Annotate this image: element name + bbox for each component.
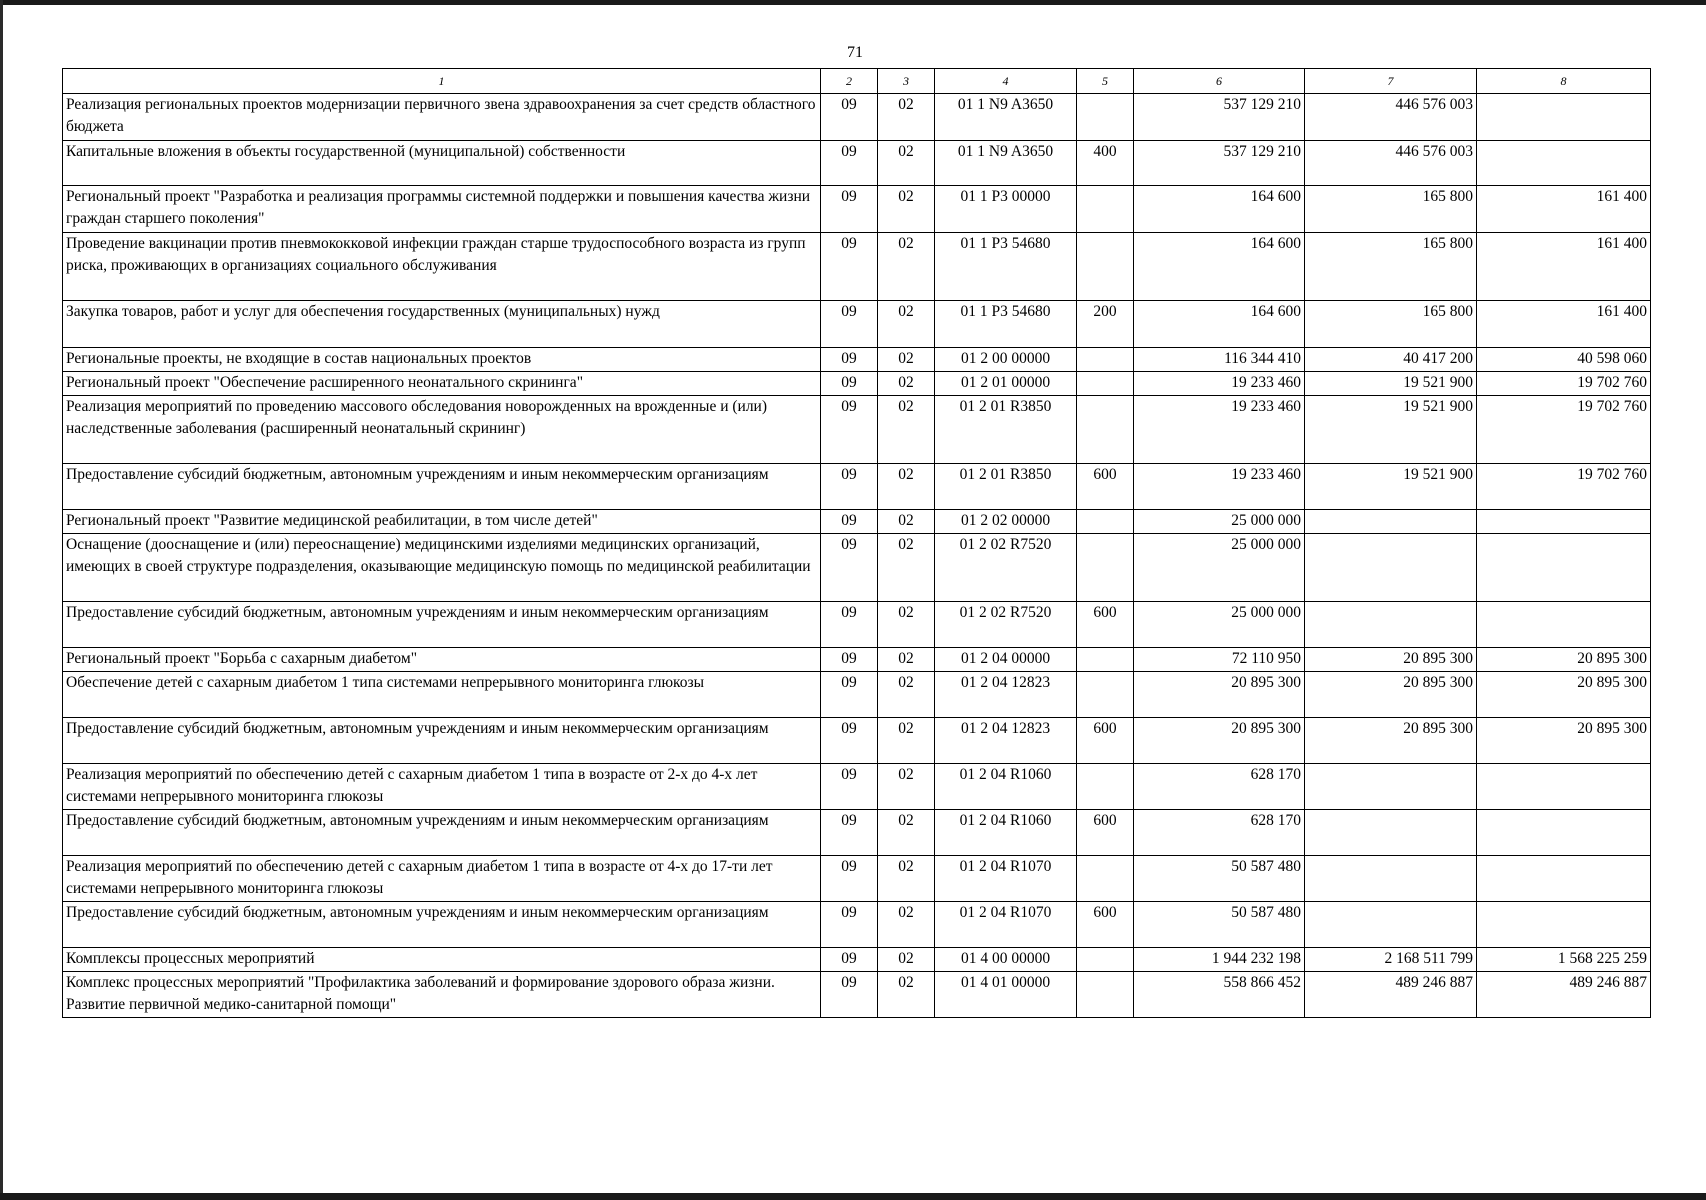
row-amount-year1-cell: 19 233 460: [1134, 372, 1305, 396]
scan-border-left: [0, 0, 3, 1200]
row-section-cell: 09: [821, 510, 878, 534]
row-name-cell: Региональный проект "Разработка и реализация программы системной поддержки и повышения качества жизни граждан старшего поколения": [63, 186, 821, 233]
row-amount-year3-cell: [1477, 141, 1651, 186]
row-target-article-cell: 01 2 01 R3850: [935, 464, 1077, 510]
row-subsection-cell: 02: [878, 141, 935, 186]
row-target-article-cell: 01 4 01 00000: [935, 972, 1077, 1018]
table-row: [63, 856, 1651, 902]
row-section-cell: 09: [821, 348, 878, 372]
row-name-cell: Оснащение (дооснащение и (или) переоснащение) медицинскими изделиями медицинских организаций, имеющих в своей структуре подразделения, оказывающие медицинскую помощь по медицинской реабилитации: [63, 534, 821, 602]
scan-border-bottom: [0, 1193, 1706, 1200]
row-target-article-cell: 01 2 04 12823: [935, 672, 1077, 718]
row-amount-year3-cell: [1477, 856, 1651, 902]
row-expense-type-cell: [1077, 94, 1134, 141]
row-section-cell: 09: [821, 764, 878, 810]
row-subsection-cell: 02: [878, 672, 935, 718]
budget-table: [62, 68, 1651, 1018]
table-row: [63, 648, 1651, 672]
row-expense-type-cell: [1077, 372, 1134, 396]
row-target-article-cell: 01 2 04 R1060: [935, 764, 1077, 810]
table-row: [63, 396, 1651, 464]
row-amount-year2-cell: 19 521 900: [1305, 372, 1477, 396]
row-expense-type-cell: [1077, 233, 1134, 301]
row-amount-year2-cell: 446 576 003: [1305, 94, 1477, 141]
row-amount-year3-cell: 20 895 300: [1477, 672, 1651, 718]
row-amount-year1-cell: 558 866 452: [1134, 972, 1305, 1018]
row-target-article-cell: 01 4 00 00000: [935, 948, 1077, 972]
row-section-cell: 09: [821, 534, 878, 602]
row-amount-year1-cell: 19 233 460: [1134, 396, 1305, 464]
row-amount-year2-cell: [1305, 534, 1477, 602]
row-subsection-cell: 02: [878, 534, 935, 602]
row-amount-year2-cell: [1305, 810, 1477, 856]
row-amount-year1-cell: 628 170: [1134, 764, 1305, 810]
row-subsection-cell: 02: [878, 602, 935, 648]
row-amount-year1-cell: 72 110 950: [1134, 648, 1305, 672]
row-name-cell: Предоставление субсидий бюджетным, автономным учреждениям и иным некоммерческим организациям: [63, 718, 821, 764]
row-amount-year3-cell: [1477, 810, 1651, 856]
row-name-cell: Капитальные вложения в объекты государственной (муниципальной) собственности: [63, 141, 821, 186]
row-name-cell: Региональный проект "Развитие медицинской реабилитации, в том числе детей": [63, 510, 821, 534]
row-section-cell: 09: [821, 672, 878, 718]
row-expense-type-cell: [1077, 764, 1134, 810]
table-row: [63, 348, 1651, 372]
row-amount-year1-cell: 1 944 232 198: [1134, 948, 1305, 972]
row-amount-year3-cell: [1477, 602, 1651, 648]
row-expense-type-cell: [1077, 648, 1134, 672]
row-amount-year2-cell: [1305, 902, 1477, 948]
table-row: [63, 186, 1651, 233]
row-name-cell: Комплекс процессных мероприятий "Профилактика заболеваний и формирование здорового образа жизни. Развитие первичной медико-санитарной помощи": [63, 972, 821, 1018]
row-name-cell: Обеспечение детей с сахарным диабетом 1 типа системами непрерывного мониторинга глюкозы: [63, 672, 821, 718]
row-expense-type-cell: [1077, 510, 1134, 534]
row-target-article-cell: 01 2 01 R3850: [935, 396, 1077, 464]
row-expense-type-cell: [1077, 856, 1134, 902]
row-expense-type-cell: [1077, 186, 1134, 233]
row-section-cell: 09: [821, 141, 878, 186]
table-row: [63, 141, 1651, 186]
row-amount-year1-cell: 20 895 300: [1134, 718, 1305, 764]
row-amount-year2-cell: 165 800: [1305, 301, 1477, 348]
row-expense-type-cell: 400: [1077, 141, 1134, 186]
row-name-cell: Региональный проект "Обеспечение расширенного неонатального скрининга": [63, 372, 821, 396]
row-target-article-cell: 01 1 N9 A3650: [935, 94, 1077, 141]
row-target-article-cell: 01 1 N9 A3650: [935, 141, 1077, 186]
row-section-cell: 09: [821, 810, 878, 856]
row-section-cell: 09: [821, 372, 878, 396]
row-section-cell: 09: [821, 718, 878, 764]
row-amount-year2-cell: [1305, 856, 1477, 902]
table-row: [63, 233, 1651, 301]
row-amount-year1-cell: 20 895 300: [1134, 672, 1305, 718]
row-amount-year1-cell: 25 000 000: [1134, 510, 1305, 534]
row-target-article-cell: 01 2 04 R1070: [935, 856, 1077, 902]
column-header-7: 7: [1305, 69, 1477, 94]
row-expense-type-cell: [1077, 348, 1134, 372]
row-subsection-cell: 02: [878, 396, 935, 464]
row-expense-type-cell: [1077, 672, 1134, 718]
row-target-article-cell: 01 2 04 R1060: [935, 810, 1077, 856]
table-row: [63, 718, 1651, 764]
row-amount-year2-cell: [1305, 602, 1477, 648]
row-section-cell: 09: [821, 948, 878, 972]
column-header-4: 4: [935, 69, 1077, 94]
scan-border-top: [0, 0, 1706, 5]
table-row: [63, 464, 1651, 510]
row-name-cell: Комплексы процессных мероприятий: [63, 948, 821, 972]
row-name-cell: Региональный проект "Борьба с сахарным диабетом": [63, 648, 821, 672]
row-amount-year1-cell: 50 587 480: [1134, 902, 1305, 948]
table-row: [63, 510, 1651, 534]
row-amount-year1-cell: 116 344 410: [1134, 348, 1305, 372]
page-number: 71: [847, 44, 863, 61]
row-name-cell: Предоставление субсидий бюджетным, автономным учреждениям и иным некоммерческим организациям: [63, 902, 821, 948]
row-amount-year1-cell: 50 587 480: [1134, 856, 1305, 902]
row-amount-year3-cell: [1477, 510, 1651, 534]
row-subsection-cell: 02: [878, 233, 935, 301]
row-name-cell: Реализация региональных проектов модернизации первичного звена здравоохранения за счет средств областного бюджета: [63, 94, 821, 141]
row-amount-year3-cell: 161 400: [1477, 301, 1651, 348]
row-target-article-cell: 01 2 00 00000: [935, 348, 1077, 372]
row-name-cell: Реализация мероприятий по проведению массового обследования новорожденных на врожденные и (или) наследственные заболевания (расширенный неонатальный скрининг): [63, 396, 821, 464]
row-name-cell: Реализация мероприятий по обеспечению детей с сахарным диабетом 1 типа в возрасте от 4-х до 17-ти лет системами непрерывного мониторинга глюкозы: [63, 856, 821, 902]
row-subsection-cell: 02: [878, 372, 935, 396]
row-amount-year2-cell: 165 800: [1305, 186, 1477, 233]
row-expense-type-cell: [1077, 396, 1134, 464]
row-name-cell: Проведение вакцинации против пневмококковой инфекции граждан старше трудоспособного возраста из групп риска, проживающих в организациях социального обслуживания: [63, 233, 821, 301]
row-amount-year3-cell: 161 400: [1477, 233, 1651, 301]
row-section-cell: 09: [821, 856, 878, 902]
row-amount-year1-cell: 25 000 000: [1134, 602, 1305, 648]
row-amount-year2-cell: 19 521 900: [1305, 396, 1477, 464]
table-row: [63, 602, 1651, 648]
row-section-cell: 09: [821, 233, 878, 301]
row-name-cell: Предоставление субсидий бюджетным, автономным учреждениям и иным некоммерческим организациям: [63, 602, 821, 648]
row-target-article-cell: 01 1 P3 54680: [935, 233, 1077, 301]
row-amount-year3-cell: 19 702 760: [1477, 396, 1651, 464]
row-target-article-cell: 01 2 04 12823: [935, 718, 1077, 764]
row-section-cell: 09: [821, 972, 878, 1018]
row-section-cell: 09: [821, 94, 878, 141]
row-section-cell: 09: [821, 602, 878, 648]
column-header-6: 6: [1134, 69, 1305, 94]
row-target-article-cell: 01 1 P3 54680: [935, 301, 1077, 348]
row-name-cell: Закупка товаров, работ и услуг для обеспечения государственных (муниципальных) нужд: [63, 301, 821, 348]
row-target-article-cell: 01 2 02 00000: [935, 510, 1077, 534]
table-row: [63, 372, 1651, 396]
row-subsection-cell: 02: [878, 464, 935, 510]
row-expense-type-cell: 600: [1077, 810, 1134, 856]
row-amount-year2-cell: 2 168 511 799: [1305, 948, 1477, 972]
row-amount-year1-cell: 25 000 000: [1134, 534, 1305, 602]
row-target-article-cell: 01 2 01 00000: [935, 372, 1077, 396]
row-subsection-cell: 02: [878, 648, 935, 672]
row-amount-year2-cell: [1305, 764, 1477, 810]
row-amount-year1-cell: 537 129 210: [1134, 141, 1305, 186]
row-amount-year2-cell: 20 895 300: [1305, 718, 1477, 764]
row-expense-type-cell: 600: [1077, 902, 1134, 948]
row-subsection-cell: 02: [878, 948, 935, 972]
row-target-article-cell: 01 1 P3 00000: [935, 186, 1077, 233]
row-section-cell: 09: [821, 396, 878, 464]
table-row: [63, 94, 1651, 141]
row-section-cell: 09: [821, 186, 878, 233]
row-amount-year3-cell: 20 895 300: [1477, 648, 1651, 672]
row-amount-year2-cell: 20 895 300: [1305, 648, 1477, 672]
row-amount-year1-cell: 628 170: [1134, 810, 1305, 856]
row-subsection-cell: 02: [878, 94, 935, 141]
row-amount-year3-cell: 19 702 760: [1477, 464, 1651, 510]
row-expense-type-cell: [1077, 534, 1134, 602]
table-row: [63, 902, 1651, 948]
row-target-article-cell: 01 2 04 00000: [935, 648, 1077, 672]
row-target-article-cell: 01 2 02 R7520: [935, 534, 1077, 602]
column-number-row: [63, 69, 1651, 94]
row-amount-year3-cell: 19 702 760: [1477, 372, 1651, 396]
row-subsection-cell: 02: [878, 902, 935, 948]
table-body: [63, 94, 1651, 1018]
column-header-5: 5: [1077, 69, 1134, 94]
row-amount-year1-cell: 164 600: [1134, 301, 1305, 348]
table-row: [63, 672, 1651, 718]
row-name-cell: Предоставление субсидий бюджетным, автономным учреждениям и иным некоммерческим организациям: [63, 464, 821, 510]
row-section-cell: 09: [821, 648, 878, 672]
row-amount-year3-cell: 20 895 300: [1477, 718, 1651, 764]
table-row: [63, 764, 1651, 810]
row-expense-type-cell: 600: [1077, 464, 1134, 510]
row-section-cell: 09: [821, 301, 878, 348]
row-amount-year3-cell: [1477, 94, 1651, 141]
row-amount-year3-cell: [1477, 764, 1651, 810]
row-amount-year3-cell: 1 568 225 259: [1477, 948, 1651, 972]
column-header-3: 3: [878, 69, 935, 94]
row-expense-type-cell: [1077, 972, 1134, 1018]
row-amount-year1-cell: 164 600: [1134, 233, 1305, 301]
row-subsection-cell: 02: [878, 856, 935, 902]
row-name-cell: Региональные проекты, не входящие в состав национальных проектов: [63, 348, 821, 372]
row-subsection-cell: 02: [878, 718, 935, 764]
row-section-cell: 09: [821, 464, 878, 510]
row-target-article-cell: 01 2 02 R7520: [935, 602, 1077, 648]
row-amount-year2-cell: 165 800: [1305, 233, 1477, 301]
column-header-8: 8: [1477, 69, 1651, 94]
row-amount-year2-cell: 489 246 887: [1305, 972, 1477, 1018]
row-subsection-cell: 02: [878, 348, 935, 372]
row-amount-year2-cell: 20 895 300: [1305, 672, 1477, 718]
row-subsection-cell: 02: [878, 301, 935, 348]
row-expense-type-cell: 600: [1077, 602, 1134, 648]
row-amount-year3-cell: [1477, 902, 1651, 948]
row-name-cell: Предоставление субсидий бюджетным, автономным учреждениям и иным некоммерческим организациям: [63, 810, 821, 856]
table-row: [63, 948, 1651, 972]
table-row: [63, 972, 1651, 1018]
row-expense-type-cell: [1077, 948, 1134, 972]
row-amount-year1-cell: 164 600: [1134, 186, 1305, 233]
row-expense-type-cell: 600: [1077, 718, 1134, 764]
row-subsection-cell: 02: [878, 186, 935, 233]
row-amount-year2-cell: 40 417 200: [1305, 348, 1477, 372]
row-name-cell: Реализация мероприятий по обеспечению детей с сахарным диабетом 1 типа в возрасте от 2-х до 4-х лет системами непрерывного мониторинга глюкозы: [63, 764, 821, 810]
column-header-2: 2: [821, 69, 878, 94]
table-row: [63, 534, 1651, 602]
row-target-article-cell: 01 2 04 R1070: [935, 902, 1077, 948]
row-subsection-cell: 02: [878, 810, 935, 856]
table-row: [63, 810, 1651, 856]
row-amount-year3-cell: 40 598 060: [1477, 348, 1651, 372]
row-amount-year2-cell: [1305, 510, 1477, 534]
row-amount-year3-cell: [1477, 534, 1651, 602]
row-expense-type-cell: 200: [1077, 301, 1134, 348]
row-subsection-cell: 02: [878, 764, 935, 810]
row-section-cell: 09: [821, 902, 878, 948]
row-amount-year2-cell: 19 521 900: [1305, 464, 1477, 510]
row-amount-year3-cell: 161 400: [1477, 186, 1651, 233]
row-amount-year2-cell: 446 576 003: [1305, 141, 1477, 186]
row-subsection-cell: 02: [878, 510, 935, 534]
column-header-1: 1: [63, 69, 821, 94]
row-amount-year1-cell: 19 233 460: [1134, 464, 1305, 510]
row-amount-year1-cell: 537 129 210: [1134, 94, 1305, 141]
row-amount-year3-cell: 489 246 887: [1477, 972, 1651, 1018]
table-row: [63, 301, 1651, 348]
row-subsection-cell: 02: [878, 972, 935, 1018]
